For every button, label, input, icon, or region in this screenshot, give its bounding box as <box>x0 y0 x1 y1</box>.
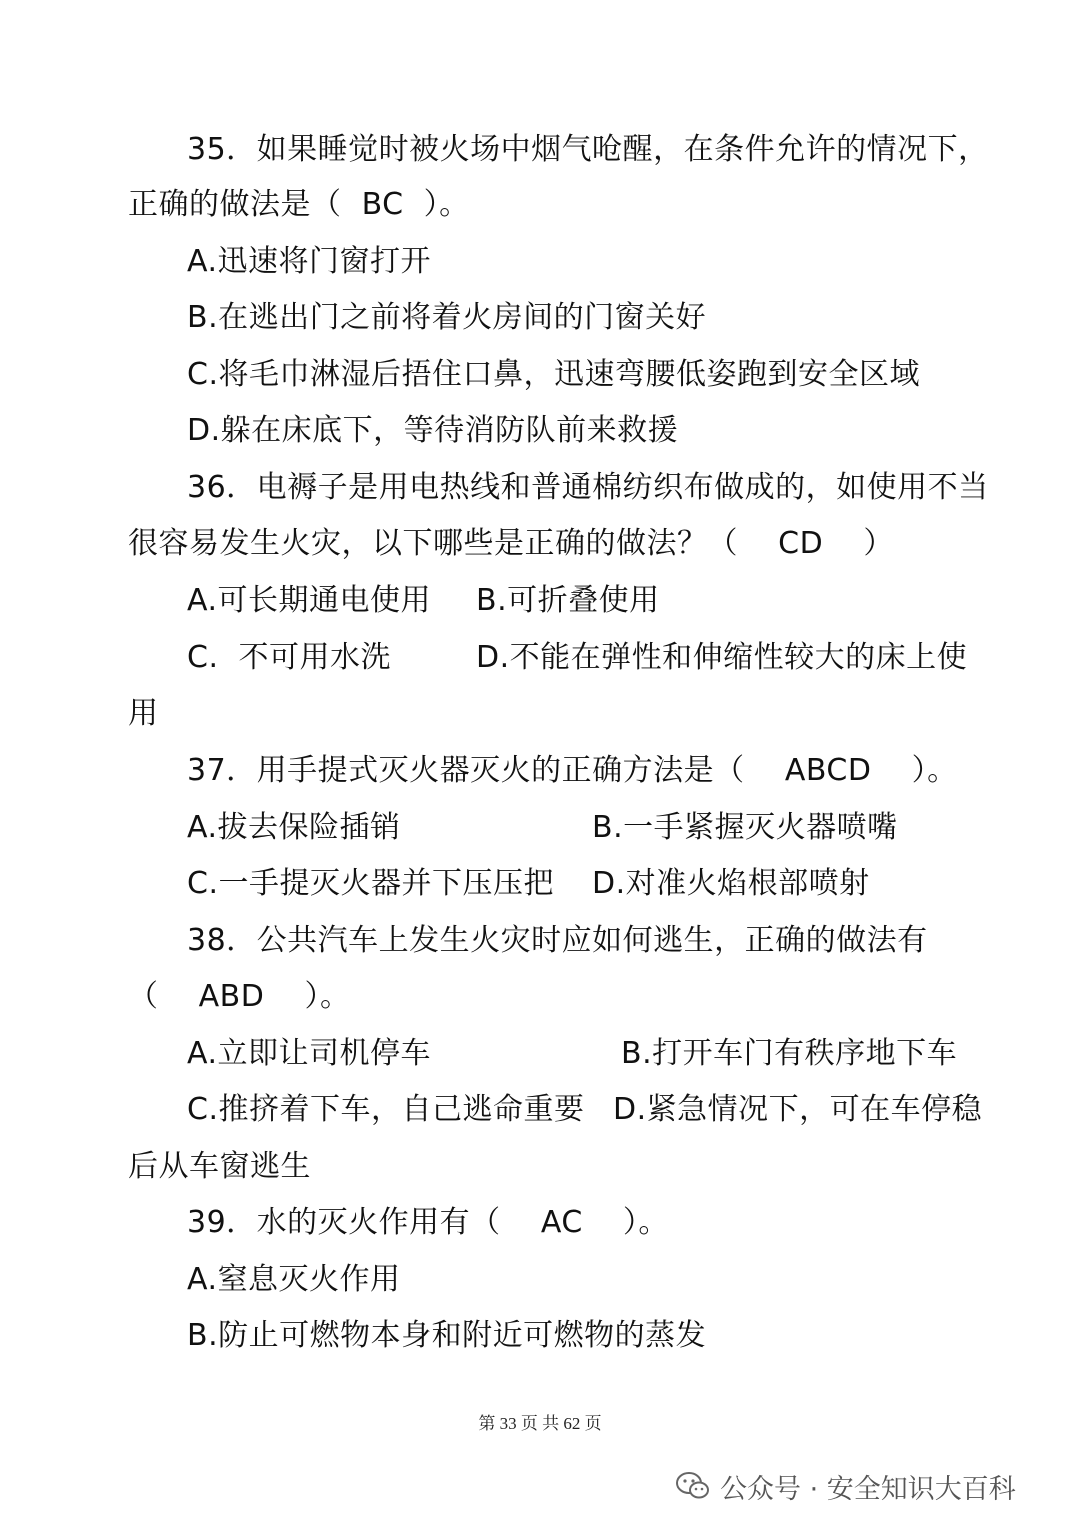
question-35-option-b: B.在逃出门之前将着火房间的门窗关好 <box>187 300 707 335</box>
question-38-option-d-cont: 后从车窗逃生 <box>128 1149 311 1184</box>
question-37-option-c: C.一手提灭火器并下压压把 <box>187 866 554 901</box>
question-39-option-a: A.窒息灭火作用 <box>187 1262 401 1297</box>
watermark <box>676 1466 1016 1506</box>
question-38-stem: 38．公共汽车上发生火灾时应如何逃生，正确的做法有 <box>187 923 928 958</box>
question-35-option-a: A.迅速将门窗打开 <box>187 244 432 279</box>
question-39-option-b: B.防止可燃物本身和附近可燃物的蒸发 <box>187 1318 707 1353</box>
question-35-stem-cont: 正确的做法是（ BC ）。 <box>128 187 470 222</box>
wechat-icon <box>676 1471 710 1501</box>
question-36-stem-cont: 很容易发生火灾，以下哪些是正确的做法？（ CD ） <box>128 526 894 561</box>
question-36-option-a: A.可长期通电使用 <box>187 583 432 618</box>
question-38-option-d: D.紧急情况下，可在车停稳 <box>613 1092 983 1127</box>
question-36-option-d-cont: 用 <box>128 696 159 731</box>
question-37-stem: 37．用手提式灭火器灭火的正确方法是（ ABCD ）。 <box>187 753 958 788</box>
question-37-option-d: D.对准火焰根部喷射 <box>592 866 870 901</box>
watermark-text: 公众号 · 安全知识大百科 <box>720 1473 1016 1505</box>
question-36-option-d: D.不能在弹性和伸缩性较大的床上使 <box>476 640 968 675</box>
question-38-option-c: C.推挤着下车，自己逃命重要 <box>187 1092 585 1127</box>
question-36-option-c: C. 不可用水洗 <box>187 640 392 675</box>
question-35-option-d: D.躲在床底下，等待消防队前来救援 <box>187 413 679 448</box>
question-38-option-a: A.立即让司机停车 <box>187 1036 432 1071</box>
question-37-option-a: A.拔去保险插销 <box>187 810 401 845</box>
question-35-option-c: C.将毛巾淋湿后捂住口鼻，迅速弯腰低姿跑到安全区域 <box>187 357 920 392</box>
question-36-stem: 36．电褥子是用电热线和普通棉纺织布做成的，如使用不当 <box>187 470 989 505</box>
question-36-option-b: B.可折叠使用 <box>476 583 660 618</box>
question-37-option-b: B.一手紧握灭火器喷嘴 <box>592 810 898 845</box>
question-35-stem: 35．如果睡觉时被火场中烟气呛醒，在条件允许的情况下， <box>187 132 989 167</box>
question-38-option-b: B.打开车门有秩序地下车 <box>621 1036 958 1071</box>
question-39-stem: 39．水的灭火作用有（ AC ）。 <box>187 1205 669 1240</box>
page-number-footer: 第 33 页 共 62 页 <box>478 1414 602 1433</box>
question-38-stem-cont: （ ABD ）。 <box>128 979 351 1014</box>
